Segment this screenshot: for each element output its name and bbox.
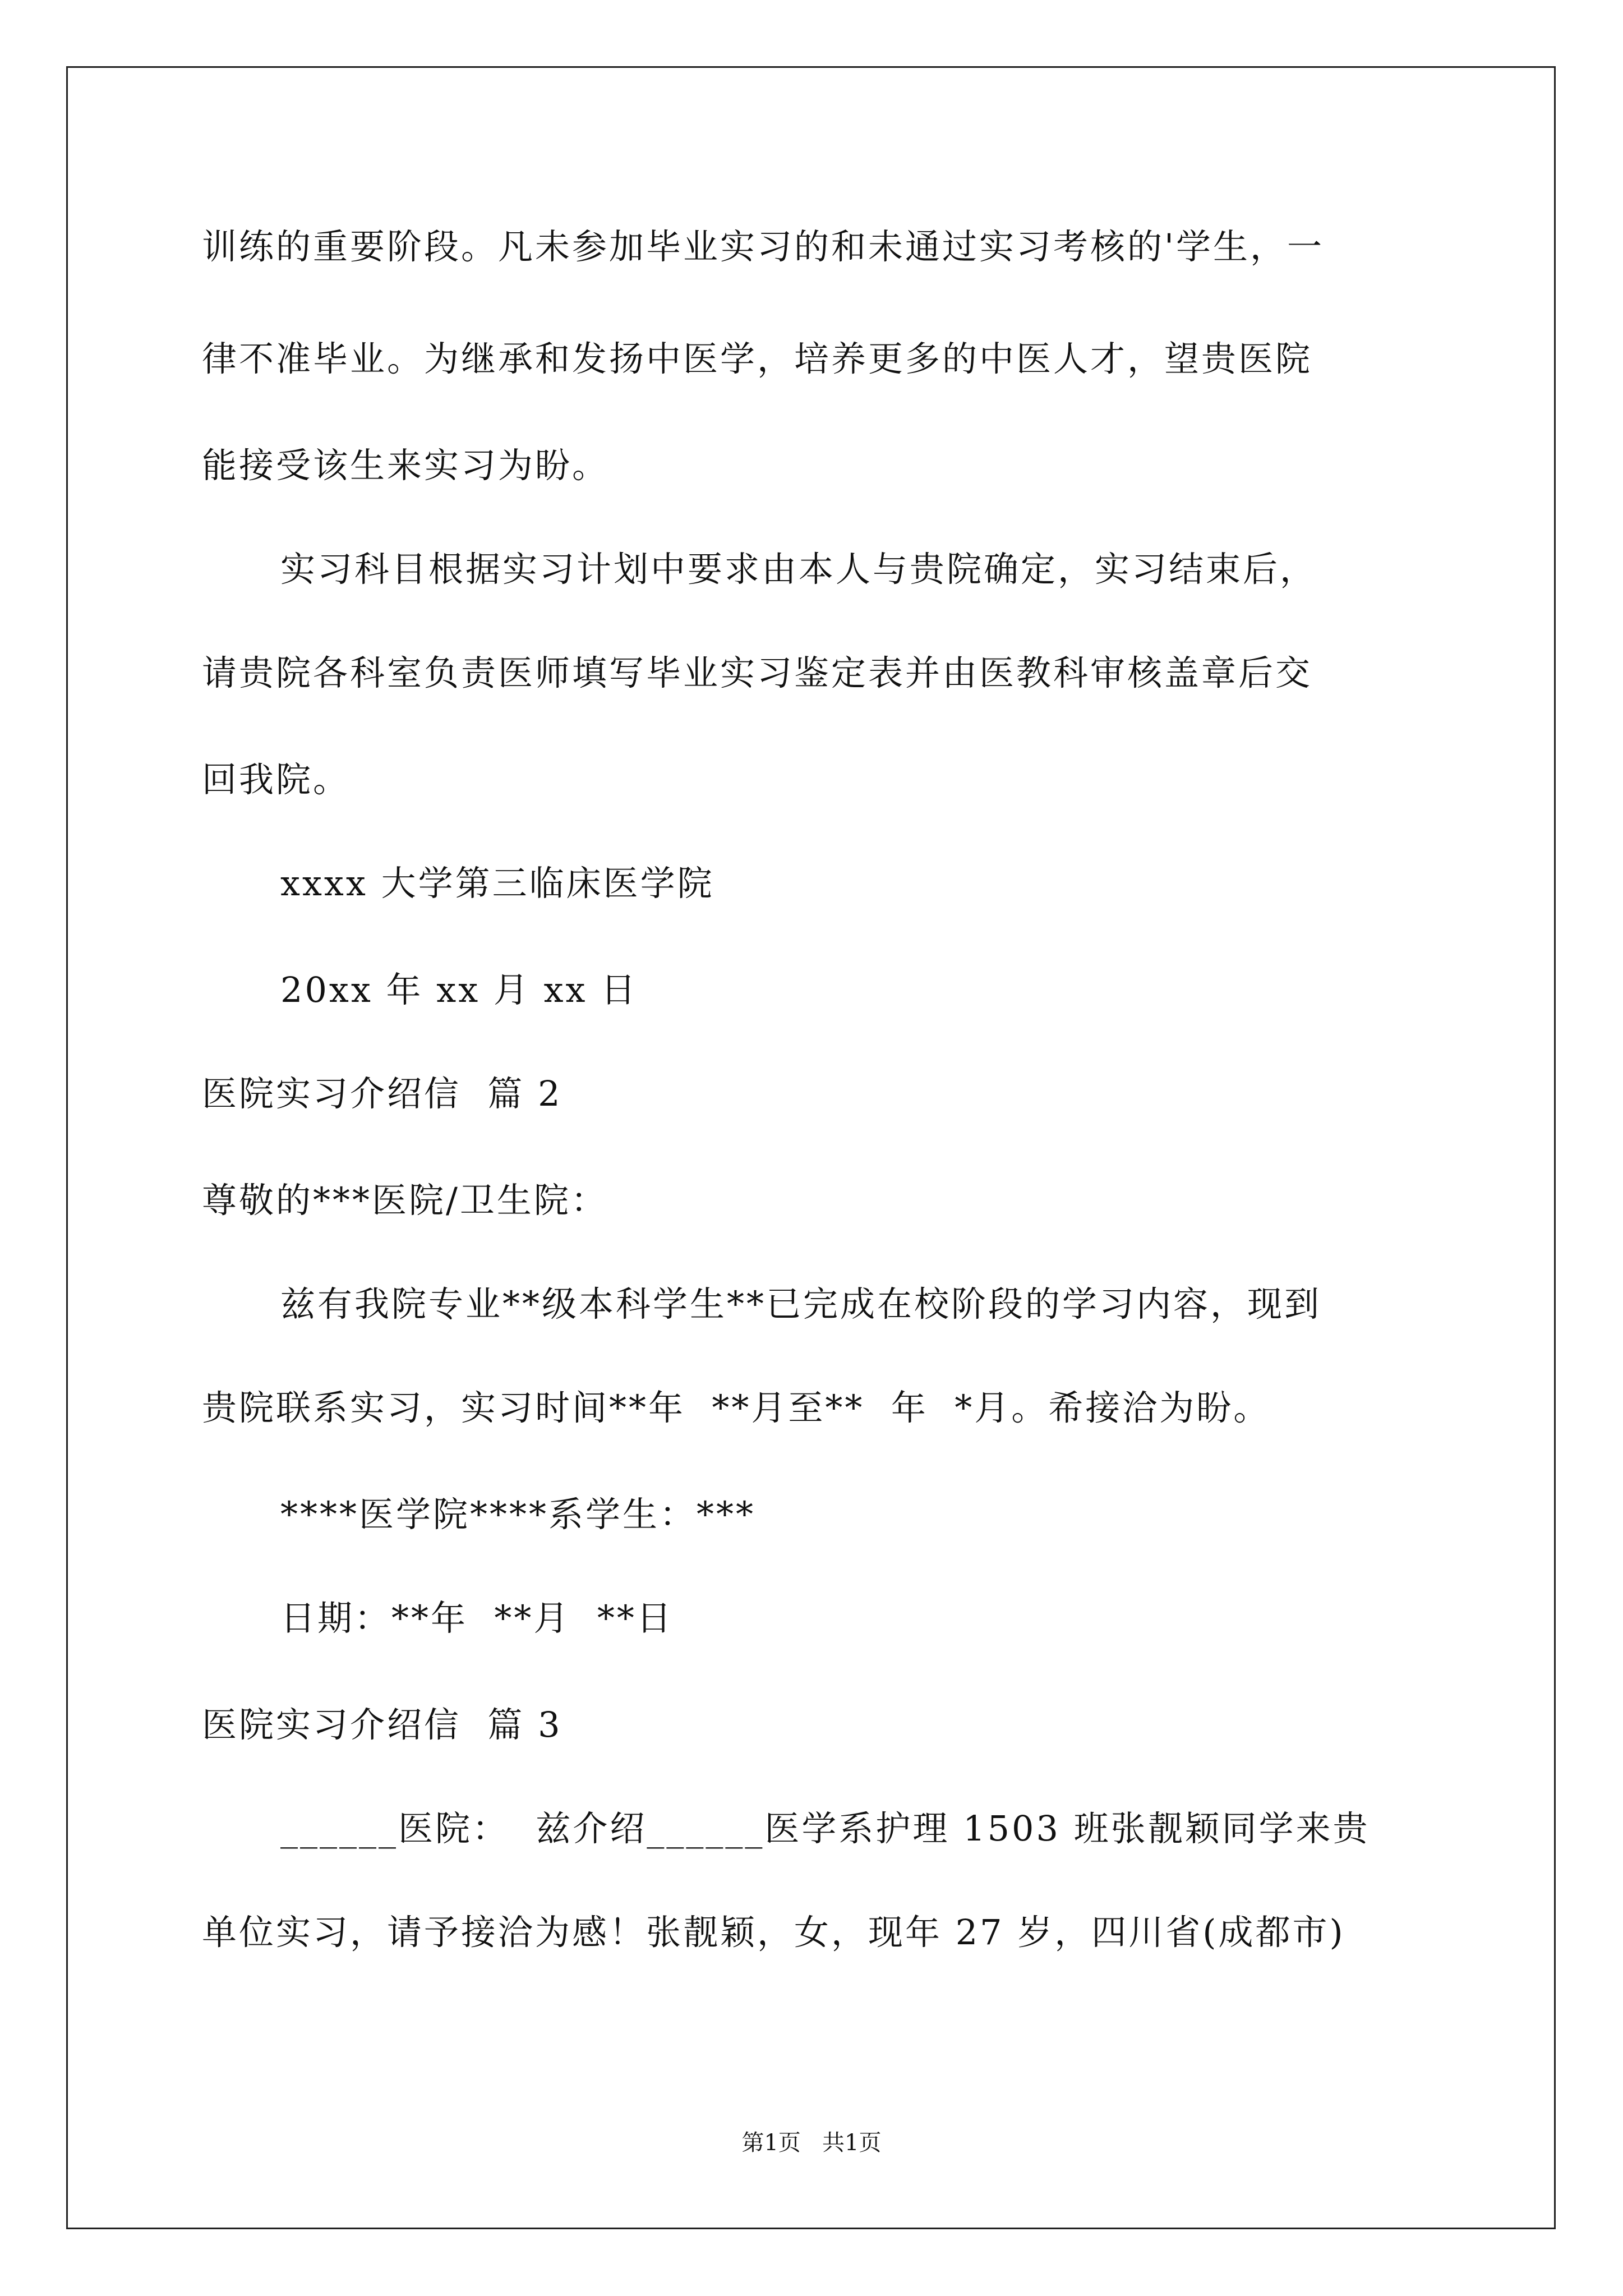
paragraph-line: 能接受该生来实习为盼。 (202, 445, 610, 486)
paragraph-line: 回我院。 (202, 759, 351, 800)
section-heading: 医院实习介绍信 篇 3 (202, 1704, 562, 1745)
paragraph-line: 律不准毕业。为继承和发扬中医学，培养更多的中医人才，望贵医院 (202, 338, 1313, 379)
paragraph-line: 请贵院各科室负责医师填写毕业实习鉴定表并由医教科审核盖章后交 (202, 652, 1313, 693)
signature-date: 20xx 年 xx 月 xx 日 (280, 969, 638, 1010)
paragraph-line: 贵院联系实习，实习时间**年 **月至** 年 *月。希接洽为盼。 (202, 1387, 1271, 1428)
section-heading: 医院实习介绍信 篇 2 (202, 1073, 562, 1114)
salutation: 尊敬的***医院/卫生院： (202, 1180, 608, 1221)
signature-organization: ****医学院****系学生：*** (280, 1494, 756, 1535)
page-footer: 第1页 共1页 (741, 2130, 882, 2156)
paragraph-line: 单位实习，请予接洽为感！张靓颖，女，现年 27 岁，四川省(成都市) (202, 1912, 1345, 1953)
page-border (66, 66, 1556, 2229)
paragraph-line: 实习科目根据实习计划中要求由本人与贵院确定，实习结束后， (280, 549, 1317, 590)
paragraph-line: 训练的重要阶段。凡未参加毕业实习的和未通过实习考核的'学生，一 (202, 226, 1325, 267)
signature-date: 日期：**年 **月 **日 (280, 1598, 674, 1639)
signature-organization: xxxx 大学第三临床医学院 (280, 863, 714, 904)
paragraph-line: 兹有我院专业**级本科学生**已完成在校阶段的学习内容，现到 (280, 1283, 1322, 1324)
paragraph-line: ______医院： 兹介绍______医学系护理 1503 班张靓颖同学来贵 (280, 1808, 1370, 1849)
